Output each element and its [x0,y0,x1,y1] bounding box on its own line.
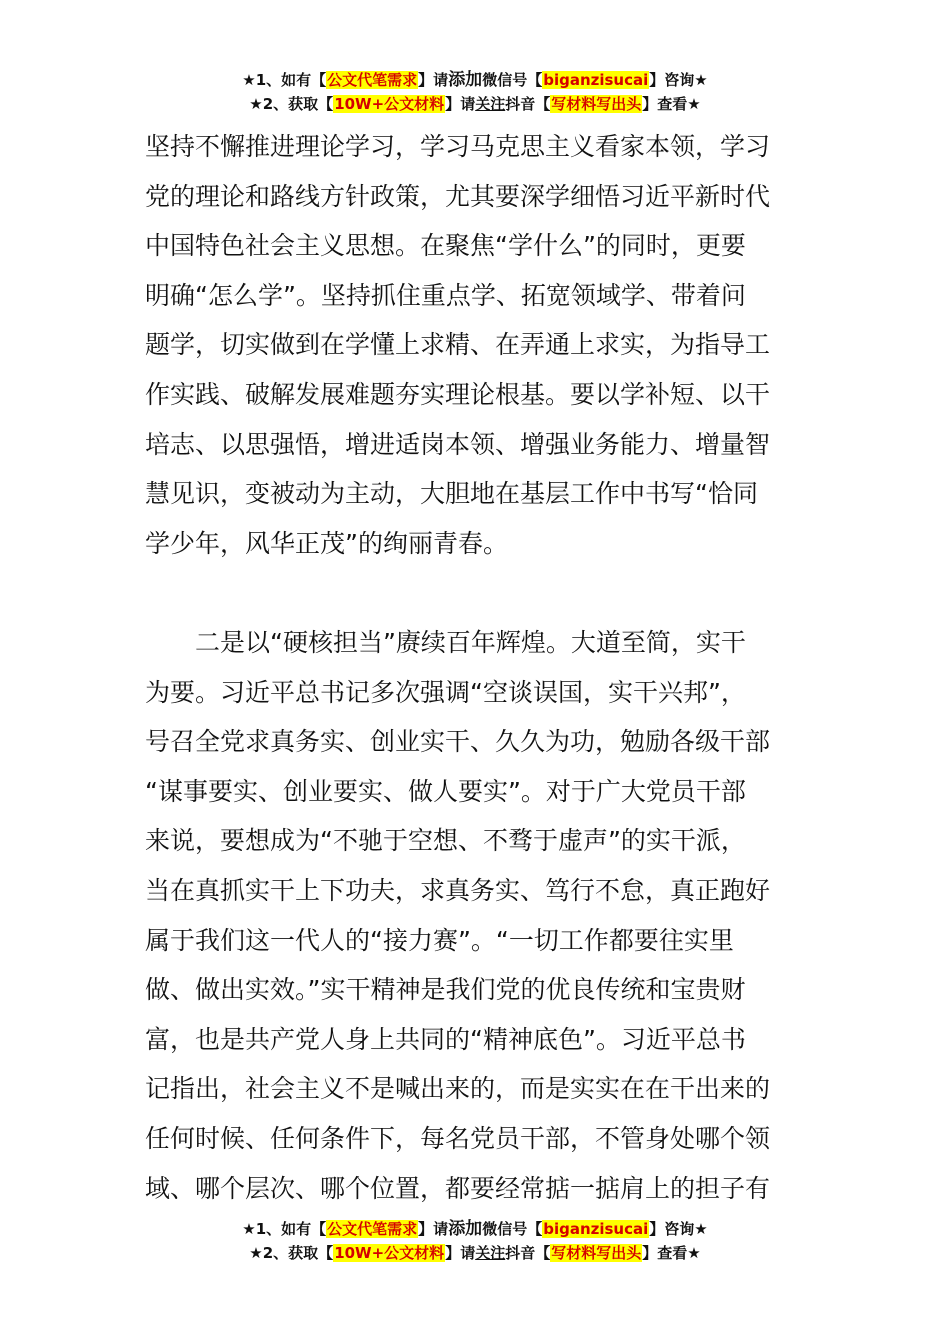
banner-emphasis: 添加 [448,70,483,90]
text-line: 号召全党求真务实、创业实干、久久为功，勉励各级干部 [145,727,771,757]
banner-text: 】查看★ [642,1244,701,1262]
bottom-banner [0,1217,950,1265]
banner-line-2 [0,92,950,116]
text-line: 培志、以思强悟，增进适岗本领、增强业务能力、增量智 [145,429,771,459]
banner-text: 抖音【 [505,1244,551,1262]
text-line: 慧见识，变被动为主动，大胆地在基层工作中书写“恰同 [145,479,758,509]
highlight-douyin: 写材料写出头 [551,1244,642,1262]
text-line: 二是以“硬核担当”赓续百年辉煌。大道至简，实干 [145,628,746,657]
banner-emphasis: 关注 [475,1244,506,1262]
banner-text: 】咨询★ [649,1220,708,1238]
banner-text: ★1、如有【 [242,1220,327,1238]
banner-text: ★2、获取【 [249,95,334,113]
highlight-wechat-id: biganzisucai [543,1220,649,1238]
banner-text: 微信号【 [482,71,543,89]
text-line: 任何时候、任何条件下，每名党员干部，不管身处哪个领 [145,1123,771,1153]
text-line: 作实践、破解发展难题夯实理论根基。要以学补短、以干 [145,379,771,409]
text-line: 富，也是共产党人身上共同的“精神底色”。习近平总书 [145,1024,746,1054]
banner-text: ★2、获取【 [249,1244,334,1262]
text-line: 明确“怎么学”。坚持抓住重点学、拓宽领域学、带着问 [145,280,746,310]
text-line: 做、做出实效。”实干精神是我们党的优良传统和宝贵财 [145,975,746,1005]
banner-emphasis: 关注 [475,95,506,113]
banner-text: 】请 [418,1220,449,1238]
banner-text: 】请 [445,95,476,113]
banner-text: 】查看★ [642,95,701,113]
text-line: 当在真抓实干上下功夫，求真务实、笃行不怠，真正跑好 [145,875,771,905]
banner-line-1 [0,68,950,92]
text-line: 域、哪个层次、哪个位置，都要经常掂一掂肩上的担子有 [145,1173,771,1203]
banner-text: ★1、如有【 [242,71,327,89]
highlight-materials: 10W+公文材料 [334,95,445,113]
banner-text: 】请 [445,1244,476,1262]
text-line: 学少年，风华正茂”的绚丽青春。 [145,528,508,558]
text-line: 党的理论和路线方针政策，尤其要深学细悟习近平新时代 [145,181,771,211]
banner-text: 抖音【 [505,95,551,113]
banner-text: 】咨询★ [649,71,708,89]
banner-line-2 [0,1241,950,1265]
text-line: 记指出，社会主义不是喊出来的，而是实实在在干出来的 [145,1074,771,1104]
text-line: 中国特色社会主义思想。在聚焦“学什么”的同时，更要 [145,231,746,261]
banner-text: 】请 [418,71,449,89]
top-banner [0,68,950,116]
text-line: 属于我们这一代人的“接力赛”。“一切工作都要往实里 [145,925,734,955]
highlight-service: 公文代笔需求 [327,71,418,89]
text-line: 为要。习近平总书记多次强调“空谈误国，实干兴邦”， [145,677,746,707]
highlight-douyin: 写材料写出头 [551,95,642,113]
banner-text: 微信号【 [482,1220,543,1238]
banner-line-1 [0,1217,950,1241]
text-line: 来说，要想成为“不驰于空想、不骛于虚声”的实干派， [145,826,746,856]
text-line: 题学，切实做到在学懂上求精、在弄通上求实，为指导工 [145,330,771,360]
text-line: 坚持不懈推进理论学习，学习马克思主义看家本领，学习 [145,132,771,161]
paragraph-2 [145,618,815,1213]
highlight-wechat-id: biganzisucai [543,71,649,89]
banner-emphasis: 添加 [448,1219,483,1239]
highlight-service: 公文代笔需求 [327,1220,418,1238]
highlight-materials: 10W+公文材料 [334,1244,445,1262]
paragraph-1 [145,122,815,568]
text-line: “谋事要实、创业要实、做人要实”。对于广大党员干部 [145,776,746,806]
